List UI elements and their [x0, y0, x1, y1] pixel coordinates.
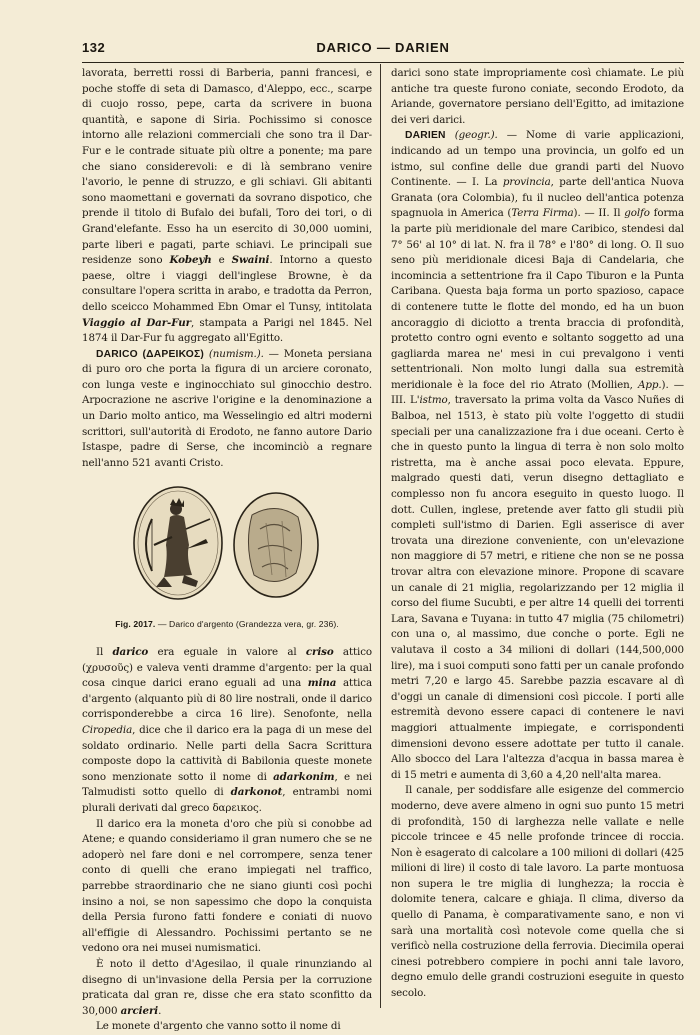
figure-caption: Fig. 2017. — Darico d'argento (Grandezza vera, gr. 236).: [115, 619, 339, 630]
headword-darico: DARICO (ΔΑΡΕΙΚΟΣ): [96, 348, 204, 360]
darico-athens-paragraph: Il darico era la moneta d'oro che più si conobbe ad Atene; e quando consideriamo il gran numero che se ne adoperò nel fare doni e nel corrompere, senza tener conto di quelli che erano impiegati nel traffico, parrebbe straordinario che ne siano giunti così pochi insino a noi, se non sapessimo che dopo la conquista della Persia furono fatti fondere e coniati di nuovo all'effigie di Alessandro. Pochissimi pertanto se ne vedono ora nei musei numismatici.: [82, 817, 372, 955]
coin-archer-obverse-icon: [134, 487, 222, 599]
running-head: DARICO — DARIEN: [316, 40, 450, 55]
header-rule: [82, 62, 684, 63]
headword-darien: DARIEN: [405, 130, 446, 142]
page-header: [82, 40, 684, 60]
dar-fur-paragraph: lavorata, berretti rossi di Barberia, panni francesi, e poche stoffe di seta di Damasco, d'Aleppo, ecc., scarpe di cuojo rosso, pepe, carta da scrivere in buona quantità, e sapone di Siria. Pochissimo si conosce intorno alle relazioni commerciali che sono tra il Dar-Fur e le contrade situate più oltre a ponente; ma pare che siano considerevoli: e di là sembrano venire l'avorio, le penne di struzzo, e gli schiavi. Gli abitanti sono maomettani e governati da sovrano dispotico, che prende il titolo di Bufalo dei bufali, Toro dei tori, o di Grand'elefante. Esso ha un esercito di 30,000 uomini, parte liberi e pagati, parte schiavi. Le principali sue residenze sono Kobeyh e Swaini. Intorno a questo paese, oltre i viaggi dell'inglese Browne, è da consultare l'opera scritta in arabo, e tradotta da Perron, dello sceicco Mohammed Ebn Omar el Tunsy, intitolata Viaggio al Dar-Fur, stampata a Parigi nel 1845. Nel 1874 il Dar-Fur fu aggregato all'Egitto.: [82, 67, 372, 345]
silver-coins-paragraph: Le monete d'argento che vanno sotto il nome di: [96, 1020, 341, 1033]
right-column: [391, 66, 684, 1002]
figure-darico-coins: [82, 475, 372, 615]
page-number: 132: [82, 40, 106, 55]
canal-requirements-paragraph: Il canale, per soddisfare alle esigenze del commercio moderno, deve avere almeno in ogni suo punto 15 metri di profondità, 150 di larghezza nelle vallate e nelle piccole trincee e 45 nelle profonde trincee di roccia. Non è esagerato di calcolare a 100 milioni di dollari (425 milioni di lire) il costo di tale lavoro. La parte montuosa non supera le tre miglia di lunghezza; la roccia è dolomite tenera, calcare e ghiaja. Il clima, diverso da quello di Panama, è comparativamente sano, e non vi sarà una mortalità così notevole come quella che si verificò nella costruzione della ferrovia. Diecimila operai cinesi potrebbero compiere in pochi anni tale lavoro, degno emulo delle grandi costruzioni eseguite in questo secolo.: [391, 784, 684, 1000]
left-column: [82, 66, 372, 1035]
entry-darien: DARIEN (geogr.). — Nome di varie applicazioni, indicando ad un tempo una provincia, un golfo ed un istmo, sul confine delle due grandi parti del Nuovo Continente. — I. La provincia, parte dell'antica Nuova Granata (ora Colombia), fu il nucleo dell'antica potenza spagnuola in America (Terra Firma). — II. Il golfo forma la parte più meridionale del mare Caribico, stendesi dal 7° 56' al 10° di lat. N. fra il 78° e l'80° di long. O. Il suo seno più meridionale dicesi Baja di Candelaria, che incomincia a settentrione fra il Capo Tiburon e la Punta Caribana. Questa baja forma un porto spazioso, capace di contenere tutte le flotte del mondo, ed ha un buon ancoraggio di diciotto a trenta braccia di profondità, protetto contro ogni evento e soltanto soggetto ad una gagliarda marea ne' mesi in cui prevalgono i venti settentrionali. Non molto lungi dalla sua estremità meridionale è la foce del rio Atrato (Mollien, App.). — III. L'istmo, traversato la prima volta da Vasco Nuñes di Balboa, nel 1513, è stato più volte l'oggetto di studii speciali per una canalizzazione fra i due oceani. Certo è che in questo punto la lingua di terra è non solo molto ristretta, ma è anche assai poco elevata. Eppure, malgrado questi dati, verun disegno dettagliato e complesso non fu ancora eseguito in questo luogo. Il dott. Cullen, inglese, pretende aver fatto gli studii più completi sull'istmo di Darien. Egli asserisce di aver trovata una direzione conveniente, con un'elevazione non maggiore di 57 metri, e ritiene che non se ne possa trovar altra con elevazione minore. Propone di scavare un canale di 21 miglia, regolarizzando per 12 miglia il corso del fiume Sucubti, e per altre 14 quelli dei torrenti Lara, Savana e Tuyana: in tutto 47 miglia (75 chilometri) con una o, al massimo, due conche o porte. Egli ne valutava il costo a 34 milioni di dollari (144,500,000 lire), ma i suoi computi sono fatti per un canale profondo metri 7,20 e largo 45. Sarebbe pazzia escavare al dì d'oggi un canale di dimensioni così piccole. I porti alle estremità devono essere capaci di contenere le navi maggiori attualmente impiegate, e corrispondenti dimensioni devono essere adottate per tutto il canale. Allo sbocco del Lara l'altezza d'acqua in bassa marea è di 15 metri e aumenta di 3,60 a 4,20 nell'alta marea.: [391, 129, 684, 781]
agesilao-paragraph: È noto il detto d'Agesilao, il quale rinunziando al disegno di un'invasione della Persia per la corruzione praticata dal gran re, disse che era stato sconfitto da 30,000 arcieri.: [82, 957, 372, 1017]
column-divider: [380, 64, 381, 1008]
silver-darici-continuation: darici sono state impropriamente così chiamate. Le più antiche tra queste furono coniate, secondo Erodoto, da Ariande, governatore persiano dell'Egitto, ad imitazione dei veri darici.: [391, 67, 684, 126]
entry-darico: DARICO (ΔΑΡΕΙΚΟΣ) (numism.). — Moneta persiana di puro oro che porta la figura di un arciere coronato, con lunga veste e inginocchiato sul ginocchio destro. Arpocrazione ne ascrive l'origine e la denominazione a un Dario molto antico, ma Wesselingio ed altri moderni scrittori, sull'autorità di Erodoto, ne fanno autore Dario Istaspe, padre di Serse, che incominciò a regnare nell'anno 521 avanti Cristo.: [82, 347, 372, 469]
coin-pair-illustration: [126, 479, 326, 609]
darico-value-paragraph: Il darico era eguale in valore al criso attico (χρυσοῦς) e valeva venti dramme d'argento: per la qual cosa cinque darici erano eguali ad una mina attica d'argento (alquanto più di 80 lire nostrali, onde il darico corrisponderebbe a circa 16 lire). Senofonte, nella Ciropedia, dice che il darico era la paga di un mese del soldato ordinario. Nelle parti della Sacra Scrittura composte dopo la cattività di Babilonia queste monete sono menzionate sotto il nome di adarkonim, e nei Talmudisti sotto quello di darkonot, entrambi nomi plurali derivati dal greco δαρεικος.: [82, 646, 373, 814]
coin-incuse-reverse-icon: [234, 493, 318, 597]
